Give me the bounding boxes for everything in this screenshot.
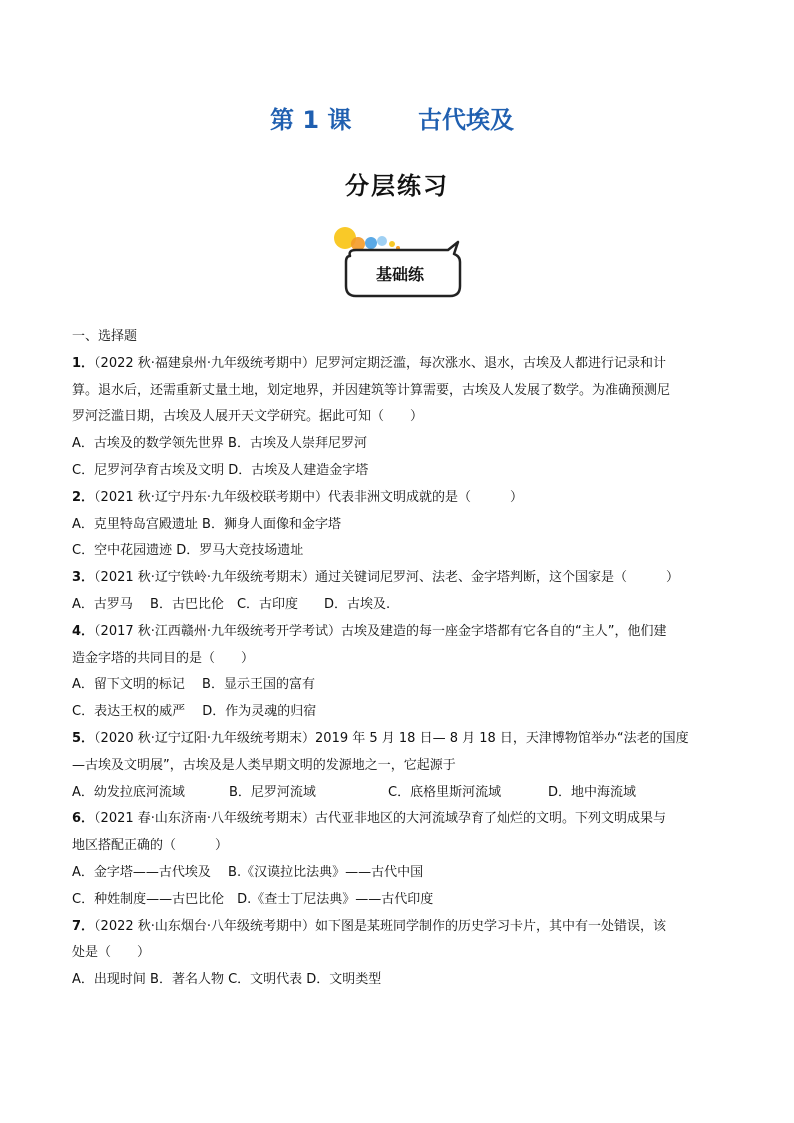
answer-option: B．尼罗河流域 (229, 784, 316, 800)
page-subtitle: 分层练习 (345, 172, 449, 200)
question-text: 通过关键词尼罗河、法老、金字塔判断，这个国家是（ ） (315, 570, 680, 586)
question-source: （2021 秋·辽宁铁岭·九年级统考期末） (94, 570, 316, 586)
question-text: 罗河泛滥日期，古埃及人展开天文学研究。据此可知（ ） (72, 409, 424, 425)
bubble-light (377, 236, 387, 246)
answer-option: C．尼罗河孕育古埃及文明 D．古埃及人建造金字塔 (72, 462, 369, 478)
question-text: 代表非洲文明成就的是（ ） (328, 489, 524, 505)
question-source: （2020 秋·辽宁辽阳·九年级统考期末） (94, 730, 316, 746)
option-row (72, 458, 726, 485)
question-source: （2021 秋·辽宁丹东·九年级校联考期中） (94, 489, 329, 505)
answer-option: A．出现时间 B．著名人物 C．文明代表 D．文明类型 (72, 972, 382, 988)
answer-option: A．古罗马 B．古巴比伦 C．古印度 D．古埃及. (72, 596, 391, 612)
option-row (72, 431, 726, 458)
question-text: 古代亚非地区的大河流域孕育了灿烂的文明。下列文明成果与 (315, 811, 667, 827)
questions-container (72, 351, 726, 994)
question-source: （2022 秋·福建泉州·九年级统考期中） (94, 355, 316, 371)
bubble-small (389, 241, 395, 247)
answer-option: C．种姓制度——古巴比伦 D.《查士丁尼法典》——古代印度 (72, 891, 434, 907)
question-text: 算。退水后，还需重新丈量土地，划定地界，并因建筑等计算需要，古埃及人发展了数学。为准确预测尼 (72, 382, 671, 398)
question-number: 5． (72, 730, 95, 746)
question-text: 古埃及建造的每一座金字塔都有它各自的“主人”，他们建 (341, 623, 667, 639)
option-row (72, 699, 726, 726)
question-stem-line (72, 806, 726, 833)
question-stem-line (72, 833, 726, 860)
option-row (72, 860, 726, 887)
badge-label: 基础练 (375, 265, 424, 284)
question-stem-line (72, 485, 726, 512)
question-text: 造金字塔的共同目的是（ ） (72, 650, 255, 666)
answer-option: A．金字塔——古代埃及 B.《汉谟拉比法典》——古代中国 (72, 864, 424, 880)
answer-option: A．克里特岛宫殿遗址 B．狮身人面像和金字塔 (72, 516, 341, 532)
question-stem-line (72, 940, 726, 967)
option-row (72, 672, 726, 699)
question-item (72, 726, 726, 806)
question-item (72, 351, 726, 485)
question-stem-line (72, 378, 726, 405)
question-text: 2019 年 5 月 18 日— 8 月 18 日，天津博物馆举办“法老的国度 (315, 730, 689, 746)
lesson-topic: 古代埃及 (418, 106, 514, 134)
answer-option: C．表达王权的威严 D．作为灵魂的归宿 (72, 704, 317, 720)
question-item (72, 914, 726, 994)
option-row (72, 967, 726, 994)
question-stem-line (72, 404, 726, 431)
question-number: 3． (72, 570, 95, 586)
option-row (72, 780, 726, 807)
lesson-number: 第 1 课 (270, 106, 352, 134)
question-stem-line (72, 914, 726, 941)
question-source: （2021 春·山东济南·八年级统考期末） (94, 811, 316, 827)
question-number: 4． (72, 623, 95, 639)
question-stem-line (72, 565, 726, 592)
question-item (72, 806, 726, 913)
question-text: —古埃及文明展”，古埃及是人类早期文明的发源地之一，它起源于 (72, 757, 456, 773)
section-title: 一、选择题 (72, 329, 138, 344)
answer-option: D．地中海流域 (548, 784, 637, 800)
option-row (72, 592, 726, 619)
question-text: 地区搭配正确的（ ） (72, 838, 229, 854)
answer-option: C．空中花园遗迹 D．罗马大竞技场遗址 (72, 543, 304, 559)
lesson-title (0, 100, 794, 134)
question-stem-line (72, 619, 726, 646)
question-number: 7． (72, 918, 95, 934)
answer-option: A．古埃及的数学领先世界 B．古埃及人崇拜尼罗河 (72, 436, 367, 452)
question-number: 6． (72, 811, 95, 827)
option-row (72, 887, 726, 914)
question-number: 1． (72, 355, 95, 371)
question-text: 尼罗河定期泛滥，每次涨水、退水，古埃及人都进行记录和计 (315, 355, 667, 371)
answer-option: C．底格里斯河流域 (388, 784, 502, 800)
question-item (72, 565, 726, 619)
question-stem-line (72, 351, 726, 378)
question-list (72, 324, 726, 994)
question-source: （2022 秋·山东烟台·八年级统考期中） (94, 918, 316, 934)
answer-option: A．幼发拉底河流域 (72, 784, 185, 800)
question-text: 处是（ ） (72, 945, 151, 961)
option-row (72, 512, 726, 539)
question-source: （2017 秋·江西赣州·九年级统考开学考试） (94, 623, 342, 639)
question-number: 2． (72, 489, 95, 505)
question-stem-line (72, 646, 726, 673)
bubble-blue (365, 237, 377, 249)
question-stem-line (72, 726, 726, 753)
question-item (72, 485, 726, 565)
option-row (72, 538, 726, 565)
question-text: 如下图是某班同学制作的历史学习卡片，其中有一处错误，该 (315, 918, 667, 934)
answer-option: A．留下文明的标记 B．显示王国的富有 (72, 677, 315, 693)
question-item (72, 619, 726, 726)
question-stem-line (72, 753, 726, 780)
